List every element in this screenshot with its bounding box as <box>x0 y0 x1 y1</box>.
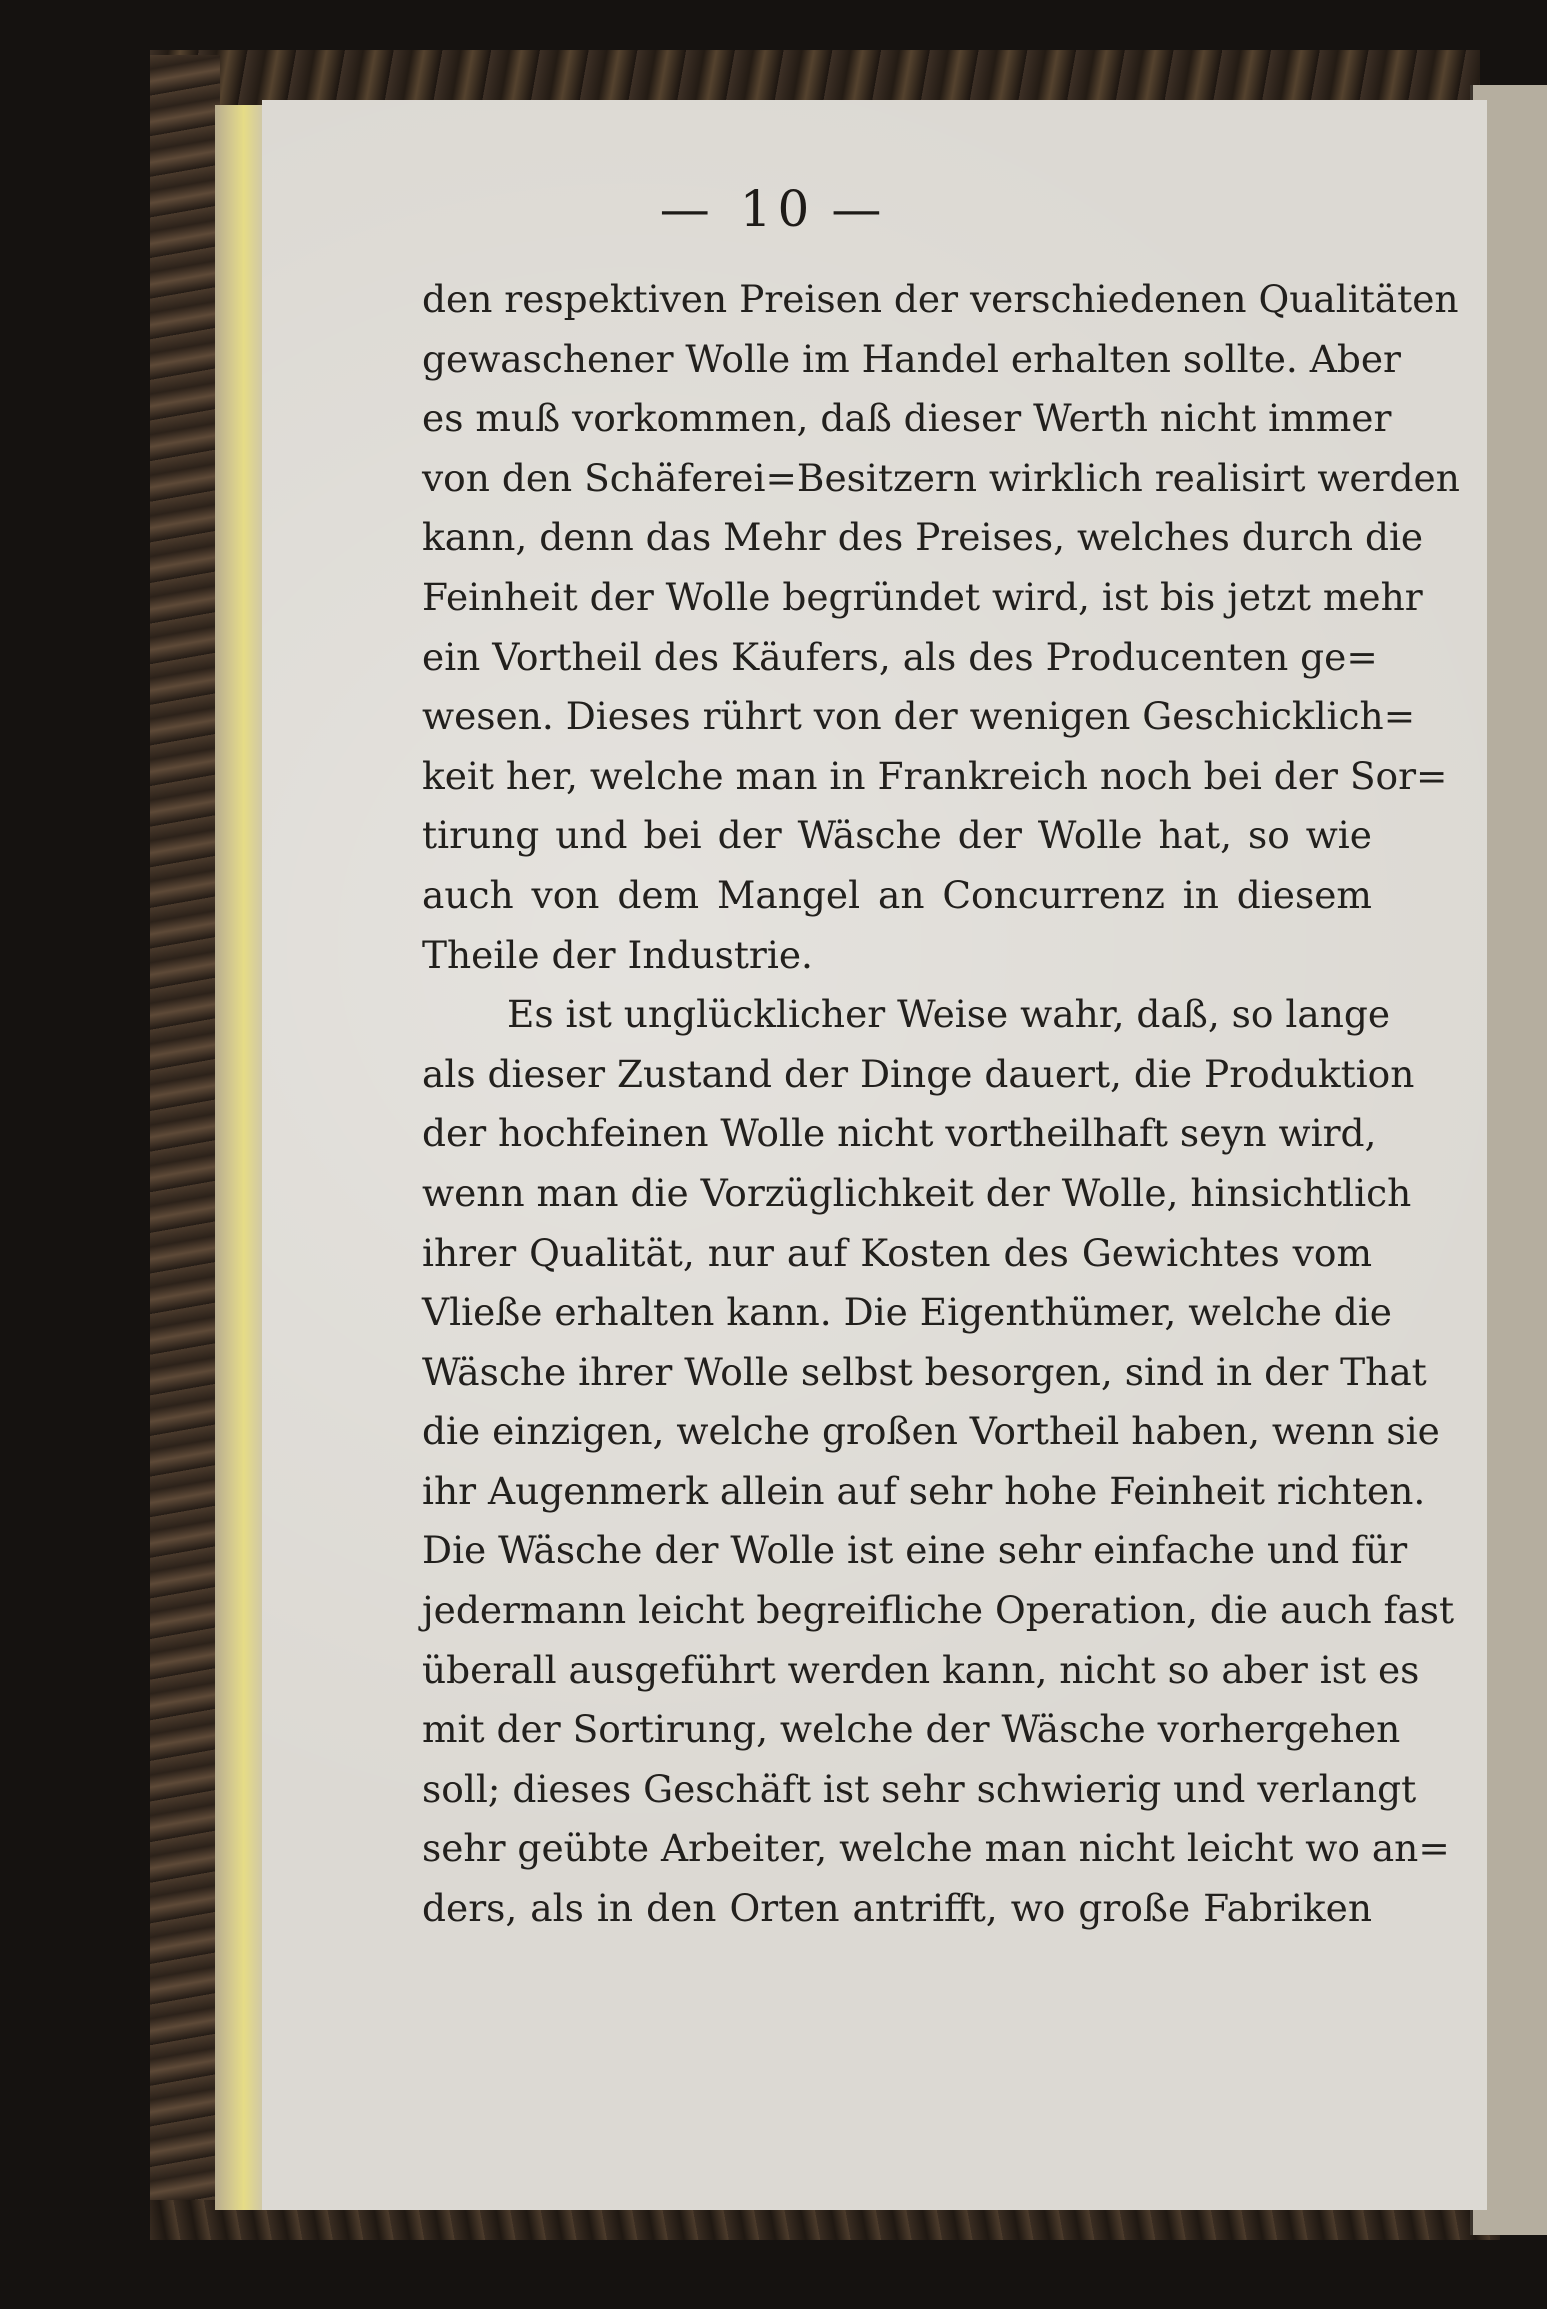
text-line: die einzigen, welche großen Vortheil haben, wenn sie <box>422 1409 1440 1454</box>
text-line: Vließe erhalten kann. Die Eigenthümer, welche die <box>422 1290 1393 1335</box>
text-line: keit her, welche man in Frankreich noch bei der Sor= <box>422 753 1448 798</box>
text-line: ihrer Qualität, nur auf Kosten des Gewichtes vom <box>422 1230 1372 1275</box>
page-number: 10 <box>739 180 816 238</box>
text-line: ein Vortheil des Käufers, als des Producenten ge= <box>422 634 1378 679</box>
text-line: der hochfeinen Wolle nicht vortheilhaft seyn wird, <box>422 1111 1377 1156</box>
dash-left: — <box>659 180 716 238</box>
body-text <box>422 270 1460 1939</box>
cover-board-spine <box>150 55 220 2235</box>
text-line: mit der Sortirung, welche der Wäsche vorhergehen <box>422 1707 1401 1752</box>
text-line: wesen. Dieses rührt von der wenigen Geschicklich= <box>422 694 1416 739</box>
text-line: auch von dem Mangel an Concurrenz in diesem <box>422 872 1372 917</box>
text-line: kann, denn das Mehr des Preises, welches durch die <box>422 515 1424 560</box>
text-line: als dieser Zustand der Dinge dauert, die Produktion <box>422 1051 1415 1096</box>
cover-board-top <box>150 50 1480 105</box>
text-line: den respektiven Preisen der verschiedenen Qualitäten <box>422 277 1459 321</box>
dash-right: — <box>831 180 888 238</box>
text-line: von den Schäferei=Besitzern wirklich realisirt werden <box>422 455 1460 500</box>
text-line: es muß vorkommen, daß dieser Werth nicht immer <box>422 396 1392 441</box>
text-line: Wäsche ihrer Wolle selbst besorgen, sind in der That <box>422 1349 1427 1394</box>
text-line: gewaschener Wolle im Handel erhalten sollte. Aber <box>422 336 1401 381</box>
text-line: Theile der Industrie. <box>422 932 813 977</box>
text-line: wenn man die Vorzüglichkeit der Wolle, hinsichtlich <box>422 1170 1412 1215</box>
text-line: ders, als in den Orten antrifft, wo große Fabriken <box>422 1886 1372 1931</box>
page-number-header <box>0 180 1547 238</box>
text-line: ihr Augenmerk allein auf sehr hohe Feinheit richten. <box>422 1468 1426 1513</box>
page-edges-stack <box>215 105 263 2210</box>
text-line: überall ausgeführt werden kann, nicht so aber ist es <box>422 1647 1420 1692</box>
text-line: Die Wäsche der Wolle ist eine sehr einfache und für <box>422 1528 1408 1573</box>
text-line: Feinheit der Wolle begründet wird, ist bis jetzt mehr <box>422 574 1423 619</box>
text-line: tirung und bei der Wäsche der Wolle hat, so wie <box>422 813 1372 858</box>
text-line: jedermann leicht begreifliche Operation, die auch fast <box>422 1588 1455 1633</box>
text-line: soll; dieses Geschäft ist sehr schwierig und verlangt <box>422 1766 1417 1811</box>
text-line: sehr geübte Arbeiter, welche man nicht leicht wo an= <box>422 1826 1450 1871</box>
text-line: Es ist unglücklicher Weise wahr, daß, so lange <box>507 992 1391 1037</box>
